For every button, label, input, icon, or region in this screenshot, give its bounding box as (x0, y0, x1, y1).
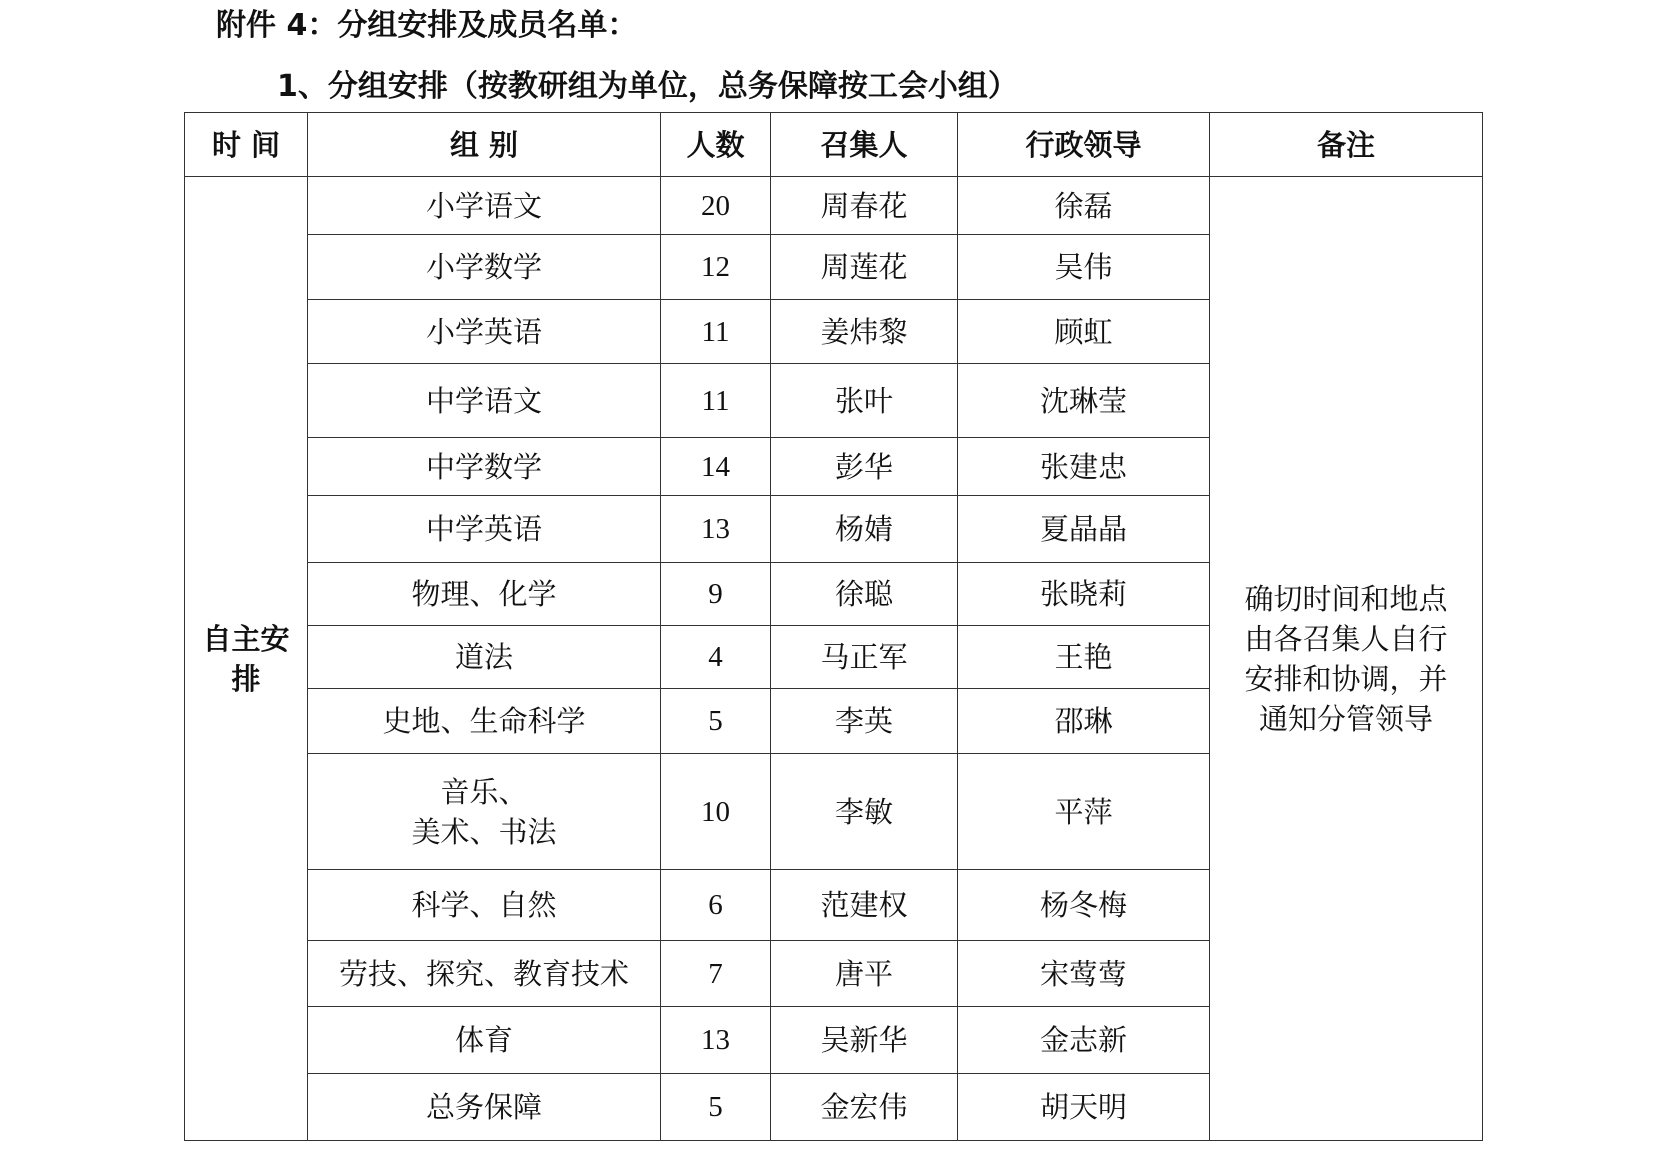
group-cell (308, 438, 661, 496)
group-name: 史地、生命科学 (382, 704, 586, 738)
group-name: 体育 (454, 1023, 513, 1057)
convener-cell: 马正军 (771, 626, 958, 689)
leader-cell: 平萍 (958, 754, 1210, 870)
leader-cell: 张晓莉 (958, 563, 1210, 626)
leader-cell: 夏晶晶 (958, 496, 1210, 563)
group-name: 总务保障 (425, 1090, 542, 1124)
count-cell: 4 (661, 626, 771, 689)
group-cell (308, 496, 661, 563)
group-cell (308, 689, 661, 754)
count-cell: 11 (661, 300, 771, 364)
time-line: 自主安 (202, 621, 290, 656)
count-cell: 12 (661, 235, 771, 300)
group-name: 小学数学 (425, 250, 542, 284)
count-cell: 10 (661, 754, 771, 870)
convener-cell: 唐平 (771, 941, 958, 1007)
count-cell: 6 (661, 870, 771, 941)
convener-cell: 吴新华 (771, 1007, 958, 1074)
time-line: 排 (231, 661, 261, 696)
group-cell (308, 1074, 661, 1141)
group-name: 小学英语 (425, 314, 542, 349)
group-name: 音乐、 (440, 774, 528, 809)
leader-cell: 沈琳莹 (958, 364, 1210, 438)
count-cell: 5 (661, 689, 771, 754)
note-line: 由各召集人自行 (1244, 621, 1448, 656)
group-name: 小学语文 (425, 188, 542, 223)
group-name: 中学数学 (425, 449, 542, 484)
header-convener: 召集人 (771, 113, 958, 177)
group-cell (308, 941, 661, 1007)
group-cell (308, 563, 661, 626)
group-cell (308, 300, 661, 364)
convener-cell: 彭华 (771, 438, 958, 496)
count-cell: 20 (661, 177, 771, 235)
group-cell (308, 1007, 661, 1074)
section-title: 1、分组安排（按教研组为单位，总务保障按工会小组） (277, 69, 1018, 104)
leader-cell: 张建忠 (958, 438, 1210, 496)
count-cell: 5 (661, 1074, 771, 1141)
group-name: 物理、化学 (411, 577, 557, 611)
convener-cell: 李敏 (771, 754, 958, 870)
leader-cell: 顾虹 (958, 300, 1210, 364)
attachment-title: 附件 4：分组安排及成员名单： (216, 8, 638, 43)
leader-cell: 杨冬梅 (958, 870, 1210, 941)
convener-cell: 姜炜黎 (771, 300, 958, 364)
leader-cell: 徐磊 (958, 177, 1210, 235)
group-cell (308, 626, 661, 689)
group-name: 中学英语 (425, 512, 542, 546)
count-cell: 9 (661, 563, 771, 626)
leader-cell: 王艳 (958, 626, 1210, 689)
header-note: 备注 (1210, 113, 1483, 177)
table-row (185, 177, 1483, 235)
group-cell (308, 177, 661, 235)
group-cell (308, 235, 661, 300)
group-name: 中学语文 (425, 383, 542, 418)
group-name: 劳技、探究、教育技术 (338, 956, 629, 991)
group-cell (308, 870, 661, 941)
convener-cell: 金宏伟 (771, 1074, 958, 1141)
leader-cell: 宋莺莺 (958, 941, 1210, 1007)
count-cell: 13 (661, 1007, 771, 1074)
convener-cell: 李英 (771, 689, 958, 754)
convener-cell: 周春花 (771, 177, 958, 235)
note-line: 安排和协调，并 (1244, 661, 1448, 696)
header-group: 组 别 (308, 113, 661, 177)
header-count: 人数 (661, 113, 771, 177)
count-cell: 7 (661, 941, 771, 1007)
group-cell (308, 364, 661, 438)
table-header-row (185, 113, 1483, 177)
group-cell (308, 754, 661, 870)
leader-cell: 胡天明 (958, 1074, 1210, 1141)
count-cell: 14 (661, 438, 771, 496)
group-name: 道法 (454, 640, 513, 674)
count-cell: 11 (661, 364, 771, 438)
convener-cell: 周莲花 (771, 235, 958, 300)
convener-cell: 徐聪 (771, 563, 958, 626)
note-line: 确切时间和地点 (1244, 581, 1448, 616)
convener-cell: 张叶 (771, 364, 958, 438)
group-arrangement-table (184, 112, 1483, 1141)
convener-cell: 范建权 (771, 870, 958, 941)
convener-cell: 杨婧 (771, 496, 958, 563)
note-cell (1210, 177, 1483, 1141)
group-name: 科学、自然 (411, 888, 557, 922)
note-line: 通知分管领导 (1258, 701, 1433, 736)
header-leader: 行政领导 (958, 113, 1210, 177)
leader-cell: 金志新 (958, 1007, 1210, 1074)
header-time: 时 间 (185, 113, 308, 177)
group-name: 美术、书法 (411, 814, 557, 849)
time-cell (185, 177, 308, 1141)
leader-cell: 吴伟 (958, 235, 1210, 300)
count-cell: 13 (661, 496, 771, 563)
leader-cell: 邵琳 (958, 689, 1210, 754)
